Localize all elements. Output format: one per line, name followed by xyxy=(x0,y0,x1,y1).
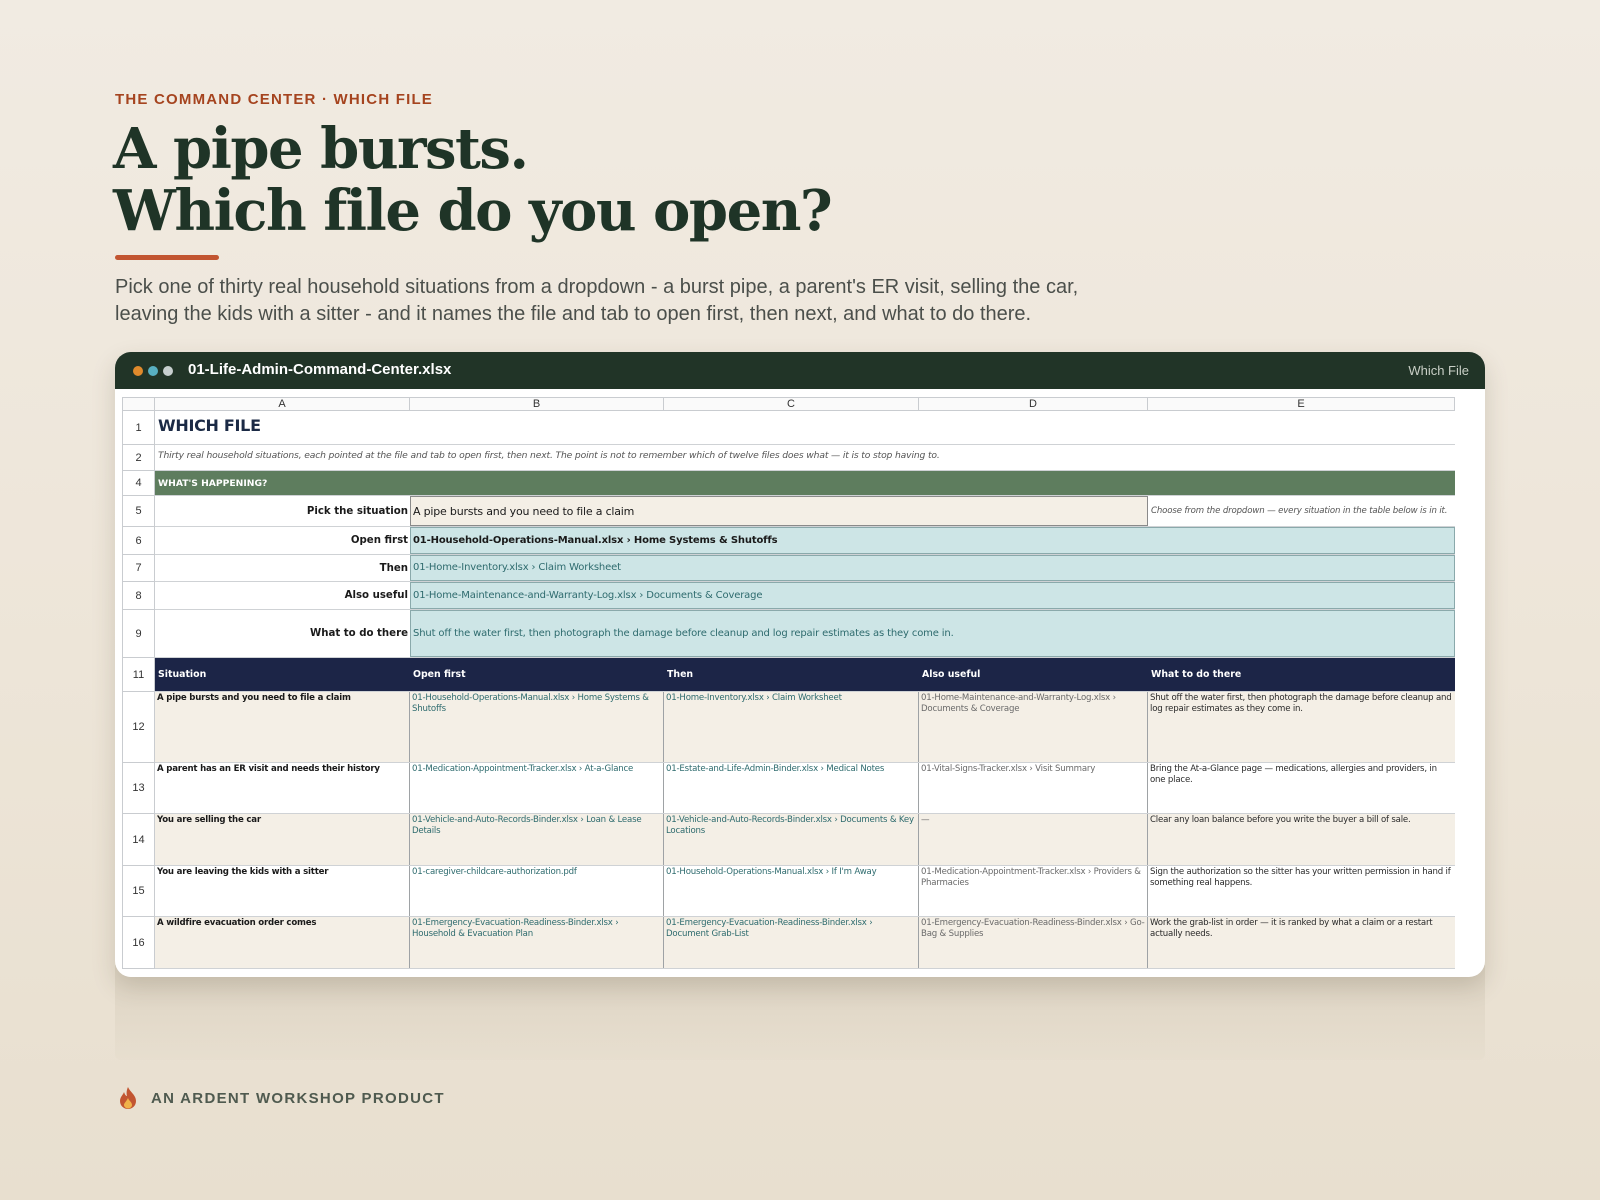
cell-situation[interactable]: A parent has an ER visit and needs their history xyxy=(155,763,410,813)
also-useful-label: Also useful xyxy=(344,590,408,601)
window-dot-orange[interactable] xyxy=(133,366,143,376)
row-header-2[interactable]: 2 xyxy=(122,445,155,471)
table-header-todo[interactable] xyxy=(1148,658,1455,691)
cell-then[interactable]: 01-Household-Operations-Manual.xlsx › If I'm Away xyxy=(664,866,919,916)
open-first-cell[interactable] xyxy=(410,527,1455,554)
corner-cell[interactable] xyxy=(122,397,155,411)
cell-also-useful[interactable]: 01-Vital-Signs-Tracker.xlsx › Visit Summary xyxy=(919,763,1148,813)
cell-open-first[interactable]: 01-caregiver-childcare-authorization.pdf xyxy=(410,866,664,916)
window-dot-grey[interactable] xyxy=(163,366,173,376)
also-useful-row xyxy=(155,582,1455,610)
pick-note: Choose from the dropdown — every situation in the table below is in it. xyxy=(1151,506,1448,516)
sheet-tab-name[interactable]: Which File xyxy=(1408,363,1469,378)
cell-then[interactable]: 01-Estate-and-Life-Admin-Binder.xlsx › Medical Notes xyxy=(664,763,919,813)
eyebrow: THE COMMAND CENTER · WHICH FILE xyxy=(115,91,434,108)
cell-open-first[interactable]: 01-Emergency-Evacuation-Readiness-Binder.xlsx › Household & Evacuation Plan xyxy=(410,917,664,968)
todo-value: Shut off the water first, then photograph the damage before cleanup and log repair estimates as they come in. xyxy=(413,628,954,639)
table-header-also-useful[interactable] xyxy=(919,658,1148,691)
table-row xyxy=(155,866,1455,917)
headline-line-1: A pipe bursts. xyxy=(113,116,528,182)
table-row xyxy=(155,917,1455,969)
table-header-situation-label: Situation xyxy=(158,669,207,680)
row-header-6[interactable]: 6 xyxy=(122,527,155,555)
open-first-value: 01-Household-Operations-Manual.xlsx › Home Systems & Shutoffs xyxy=(413,535,778,546)
cell-situation[interactable]: You are selling the car xyxy=(155,814,410,865)
table-header-open-first[interactable] xyxy=(410,658,664,691)
flame-icon xyxy=(117,1086,139,1110)
row-header-11[interactable]: 11 xyxy=(122,658,155,692)
table-header-situation[interactable] xyxy=(155,658,410,691)
cell-then[interactable]: 01-Emergency-Evacuation-Readiness-Binder.xlsx › Document Grab-List xyxy=(664,917,919,968)
cell-then[interactable]: 01-Home-Inventory.xlsx › Claim Worksheet xyxy=(664,692,919,762)
window-dot-blue[interactable] xyxy=(148,366,158,376)
row-header-14[interactable]: 14 xyxy=(122,814,155,866)
window-filename: 01-Life-Admin-Command-Center.xlsx xyxy=(188,361,452,378)
then-row xyxy=(155,555,1455,582)
column-header-a[interactable]: A xyxy=(155,397,410,411)
cell-also-useful[interactable]: — xyxy=(919,814,1148,865)
sheet-subtitle-row xyxy=(155,445,1455,471)
open-first-label: Open first xyxy=(350,535,408,546)
pick-row xyxy=(155,496,1455,527)
lede: Pick one of thirty real household situations from a dropdown - a burst pipe, a parent's ER visit, selling the car, leaving the kids with a sitter - and it names the file and tab to open first, then next, and what to do there. xyxy=(115,276,1079,325)
todo-row xyxy=(155,610,1455,658)
todo-label: What to do there xyxy=(310,628,408,639)
table-row xyxy=(155,814,1455,866)
pick-note-cell xyxy=(1148,496,1455,526)
sheet-title-row xyxy=(155,411,1455,445)
row-header-5[interactable]: 5 xyxy=(122,496,155,527)
footer xyxy=(117,1086,445,1110)
row-header-15[interactable]: 15 xyxy=(122,866,155,917)
then-label: Then xyxy=(379,562,408,574)
table-header-then-label: Then xyxy=(667,669,694,680)
table-header-row xyxy=(155,658,1455,692)
then-value: 01-Home-Inventory.xlsx › Claim Worksheet xyxy=(413,562,621,573)
cell-also-useful[interactable]: 01-Home-Maintenance-and-Warranty-Log.xlsx › Documents & Coverage xyxy=(919,692,1148,762)
column-header-e[interactable]: E xyxy=(1148,397,1455,411)
cell-todo[interactable]: Work the grab-list in order — it is ranked by what a claim or a restart actually needs. xyxy=(1150,918,1433,939)
pick-label: Pick the situation xyxy=(306,505,408,517)
row-header-9[interactable]: 9 xyxy=(122,610,155,658)
open-first-row xyxy=(155,527,1455,555)
row-header-13[interactable]: 13 xyxy=(122,763,155,814)
sheet-title[interactable]: WHICH FILE xyxy=(158,416,261,435)
cell-situation[interactable]: You are leaving the kids with a sitter xyxy=(155,866,410,916)
table-header-then[interactable] xyxy=(664,658,919,691)
headline xyxy=(113,118,831,242)
table-header-also-useful-label: Also useful xyxy=(922,669,981,680)
column-header-c[interactable]: C xyxy=(664,397,919,411)
cell-open-first[interactable]: 01-Household-Operations-Manual.xlsx › Home Systems & Shutoffs xyxy=(410,692,664,762)
cell-also-useful[interactable]: 01-Emergency-Evacuation-Readiness-Binder.xlsx › Go-Bag & Supplies xyxy=(919,917,1148,968)
headline-line-2: Which file do you open? xyxy=(113,178,832,244)
cell-also-useful[interactable]: 01-Medication-Appointment-Tracker.xlsx › Providers & Pharmacies xyxy=(919,866,1148,916)
section-band xyxy=(155,471,1455,496)
cell-todo[interactable]: Sign the authorization so the sitter has your written permission in hand if something real happens. xyxy=(1150,867,1451,888)
cell-then[interactable]: 01-Vehicle-and-Auto-Records-Binder.xlsx › Documents & Key Locations xyxy=(664,814,919,865)
cell-todo[interactable]: Bring the At-a-Glance page — medications, allergies and providers, in one place. xyxy=(1150,764,1437,785)
cell-situation[interactable]: A wildfire evacuation order comes xyxy=(155,917,410,968)
table-header-todo-label: What to do there xyxy=(1151,669,1242,680)
cell-situation[interactable]: A pipe bursts and you need to file a claim xyxy=(155,692,410,762)
cell-todo[interactable]: Shut off the water first, then photograph the damage before cleanup and log repair estimates as they come in. xyxy=(1150,693,1452,714)
cell-open-first[interactable]: 01-Medication-Appointment-Tracker.xlsx › At-a-Glance xyxy=(410,763,664,813)
cell-todo[interactable]: Clear any loan balance before you write the buyer a bill of sale. xyxy=(1150,815,1411,825)
window-shadow xyxy=(115,965,1485,1060)
situation-dropdown-value: A pipe bursts and you need to file a claim xyxy=(413,505,635,518)
row-header-8[interactable]: 8 xyxy=(122,582,155,610)
section-title[interactable]: WHAT'S HAPPENING? xyxy=(158,478,268,489)
cell-open-first[interactable]: 01-Vehicle-and-Auto-Records-Binder.xlsx › Loan & Lease Details xyxy=(410,814,664,865)
todo-cell[interactable] xyxy=(410,610,1455,657)
also-useful-value: 01-Home-Maintenance-and-Warranty-Log.xlsx › Documents & Coverage xyxy=(413,590,763,601)
table-row xyxy=(155,763,1455,814)
also-useful-cell[interactable] xyxy=(410,582,1455,609)
window-titlebar xyxy=(115,352,1485,389)
footer-brand: AN ARDENT WORKSHOP PRODUCT xyxy=(151,1089,445,1107)
table-header-open-first-label: Open first xyxy=(413,669,466,680)
situation-dropdown[interactable] xyxy=(410,496,1148,526)
column-header-d[interactable]: D xyxy=(919,397,1148,411)
row-header-1[interactable]: 1 xyxy=(122,411,155,445)
accent-rule xyxy=(115,255,219,260)
row-header-12[interactable]: 12 xyxy=(122,692,155,763)
row-header-7[interactable]: 7 xyxy=(122,555,155,582)
column-header-b[interactable]: B xyxy=(410,397,664,411)
row-header-16[interactable]: 16 xyxy=(122,917,155,969)
then-cell[interactable] xyxy=(410,555,1455,581)
spreadsheet-window xyxy=(115,352,1485,977)
row-header-4[interactable]: 4 xyxy=(122,471,155,496)
table-row xyxy=(155,692,1455,763)
sheet-subtitle[interactable]: Thirty real household situations, each pointed at the file and tab to open first, then next. The point is not to remember which of twelve files does what — it is to stop having to. xyxy=(158,450,940,461)
